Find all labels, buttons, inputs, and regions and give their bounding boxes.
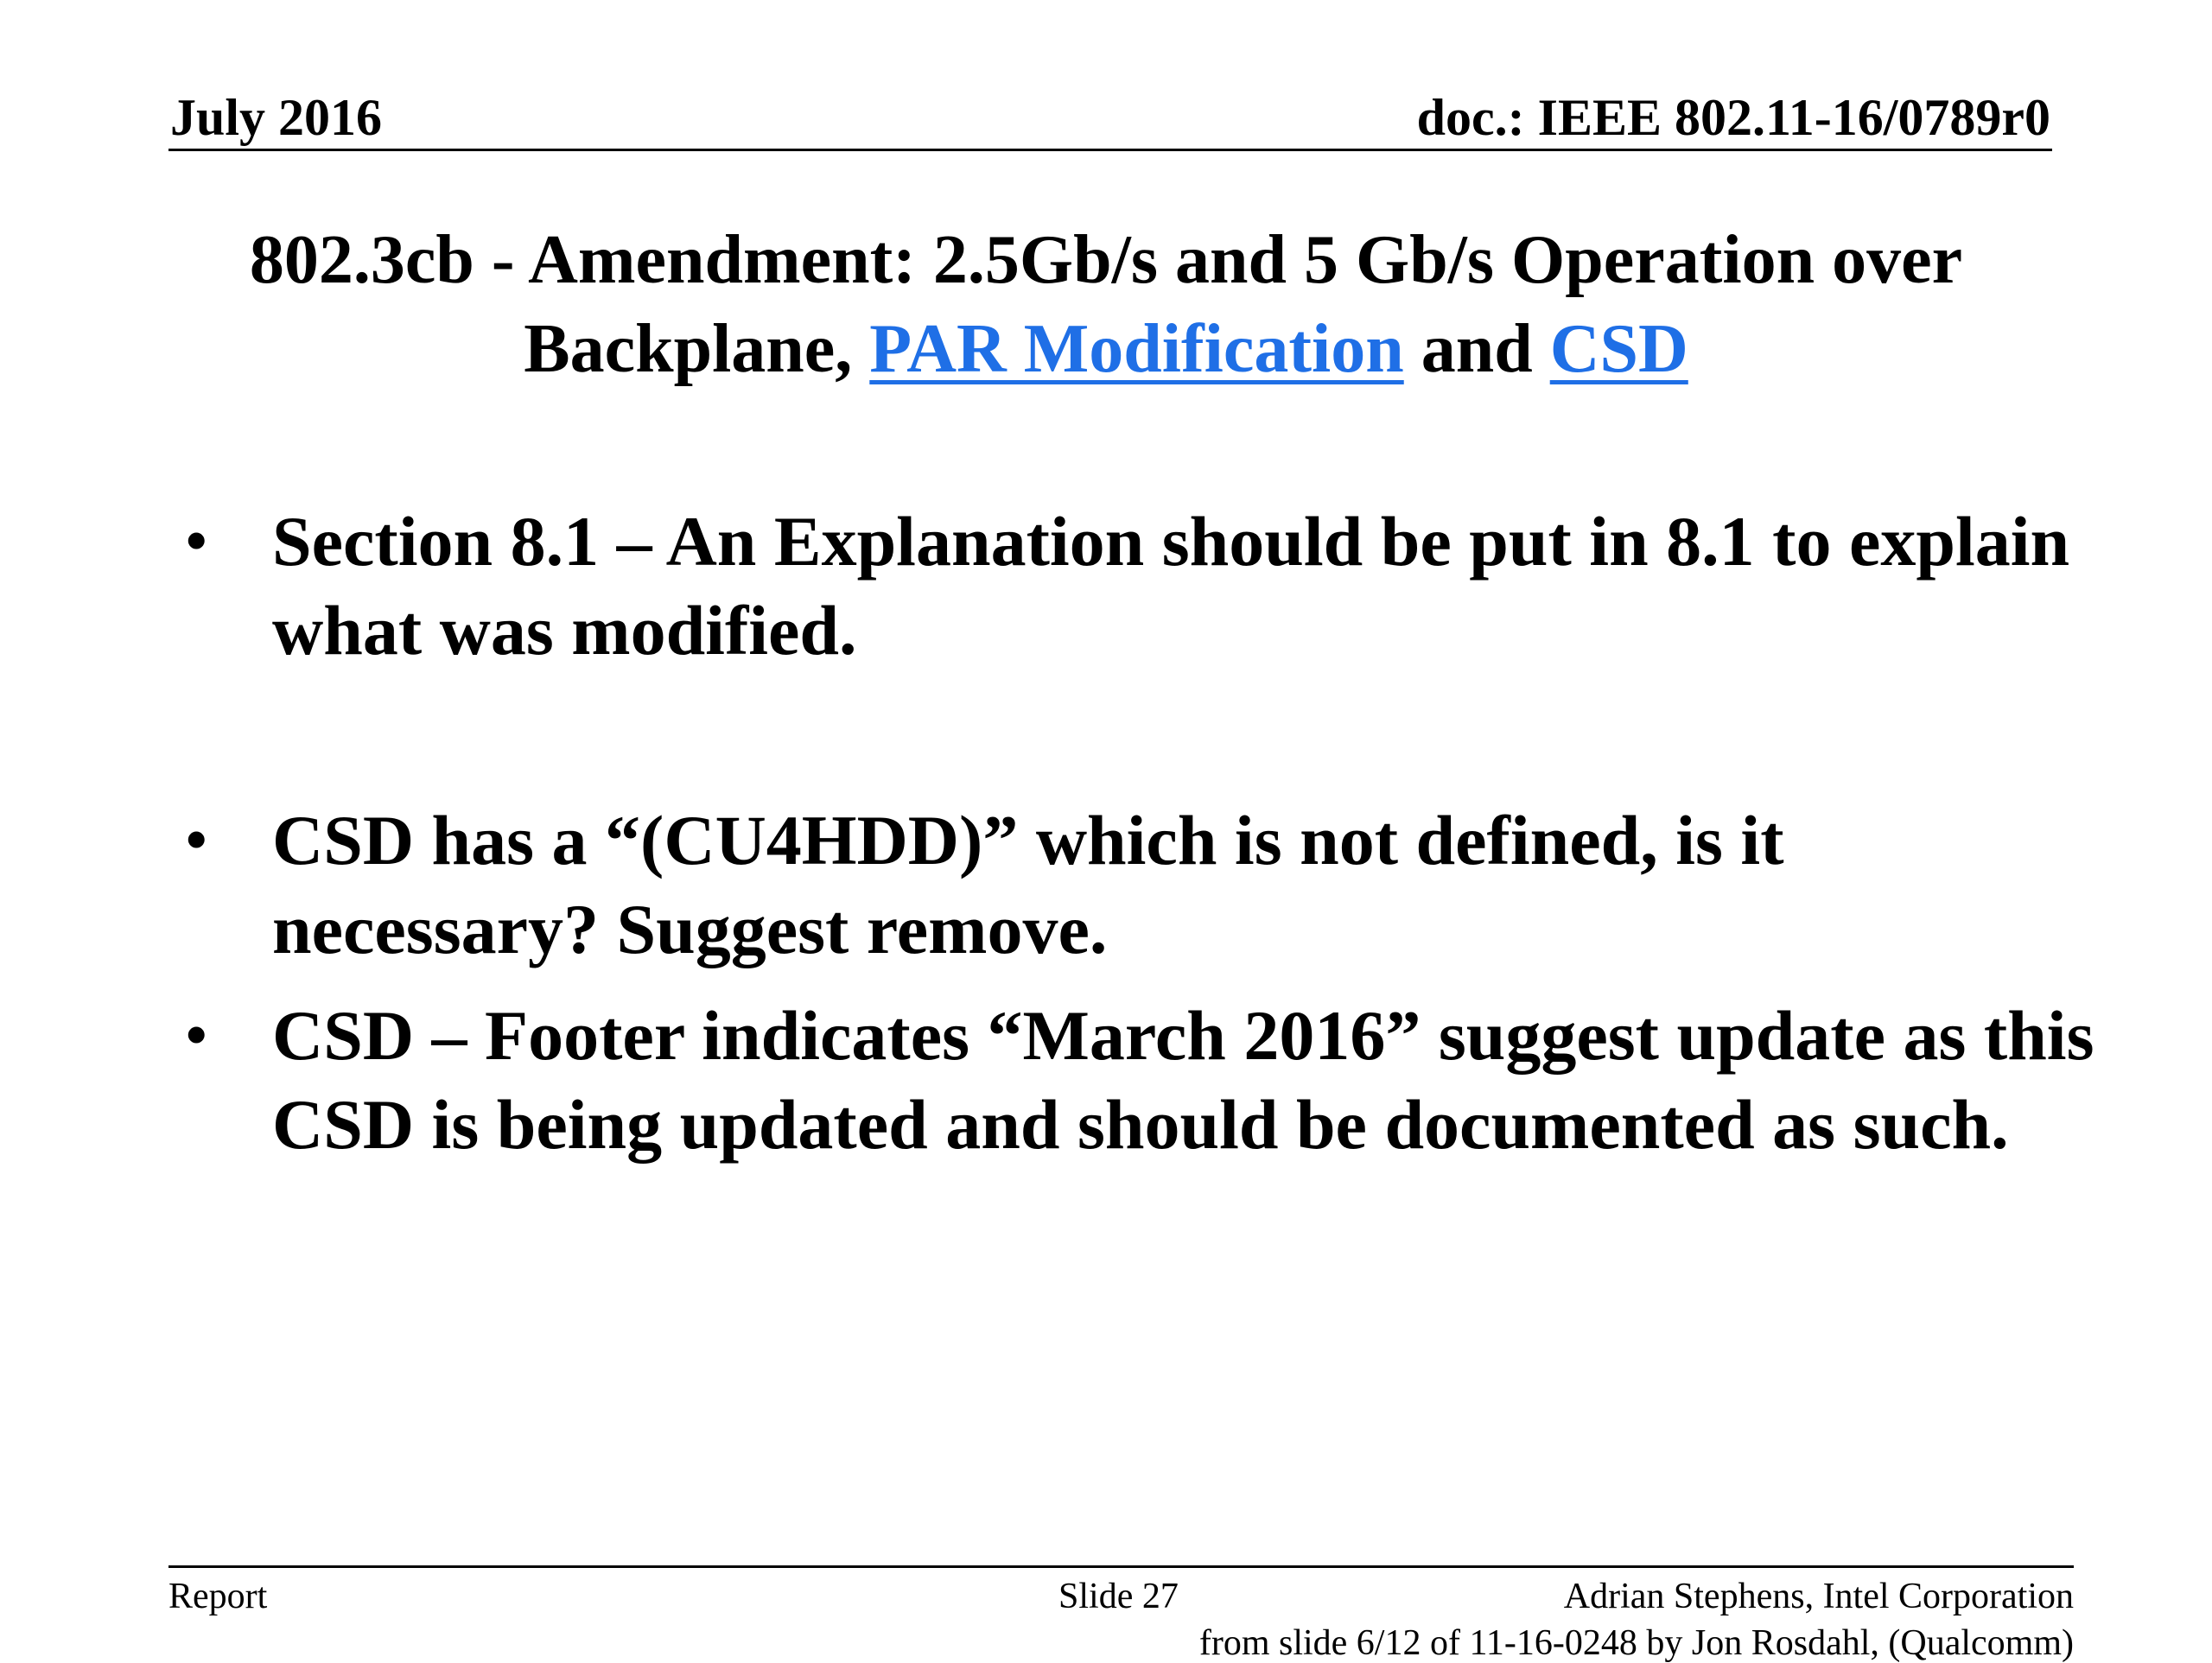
slide-footer bbox=[168, 1565, 2074, 1663]
title-line-1: 802.3cb - Amendment: 2.5Gb/s and 5 Gb/s Operation over bbox=[249, 222, 1963, 298]
bullet-list bbox=[186, 497, 2108, 1169]
header-date: July 2016 bbox=[170, 89, 383, 146]
title-connector: and bbox=[1403, 311, 1550, 387]
header-doc-id: doc.: IEEE 802.11-16/0789r0 bbox=[1416, 89, 2050, 146]
par-modification-link[interactable]: PAR Modification bbox=[869, 311, 1404, 387]
title-line-2 bbox=[156, 305, 2056, 394]
footer-author: Adrian Stephens, Intel Corporation bbox=[1563, 1577, 2074, 1616]
bullet-icon: • bbox=[186, 1002, 207, 1069]
bullet-text: CSD has a “(CU4HDD)” which is not defined, is it necessary? Suggest remove. bbox=[272, 801, 1784, 968]
bullet-icon: • bbox=[186, 508, 207, 574]
csd-link[interactable]: CSD bbox=[1549, 311, 1688, 387]
bullet-icon: • bbox=[186, 807, 207, 873]
bullet-text: CSD – Footer indicates “March 2016” suggest update as this CSD is being updated and should be documented as such. bbox=[272, 996, 2094, 1164]
footer-report: Report bbox=[168, 1577, 268, 1616]
slide-header bbox=[168, 79, 2052, 151]
bullet-item bbox=[186, 497, 2108, 675]
title-prefix: Backplane, bbox=[524, 311, 870, 387]
footer-source: from slide 6/12 of 11-16-0248 by Jon Rosdahl, (Qualcomm) bbox=[1198, 1623, 2074, 1663]
footer-slide-number: Slide 27 bbox=[1058, 1577, 1179, 1616]
bullet-item bbox=[186, 796, 2108, 974]
bullet-text: Section 8.1 – An Explanation should be put in 8.1 to explain what was modified. bbox=[272, 502, 2070, 670]
slide-title bbox=[156, 216, 2056, 394]
bullet-item bbox=[186, 991, 2108, 1169]
